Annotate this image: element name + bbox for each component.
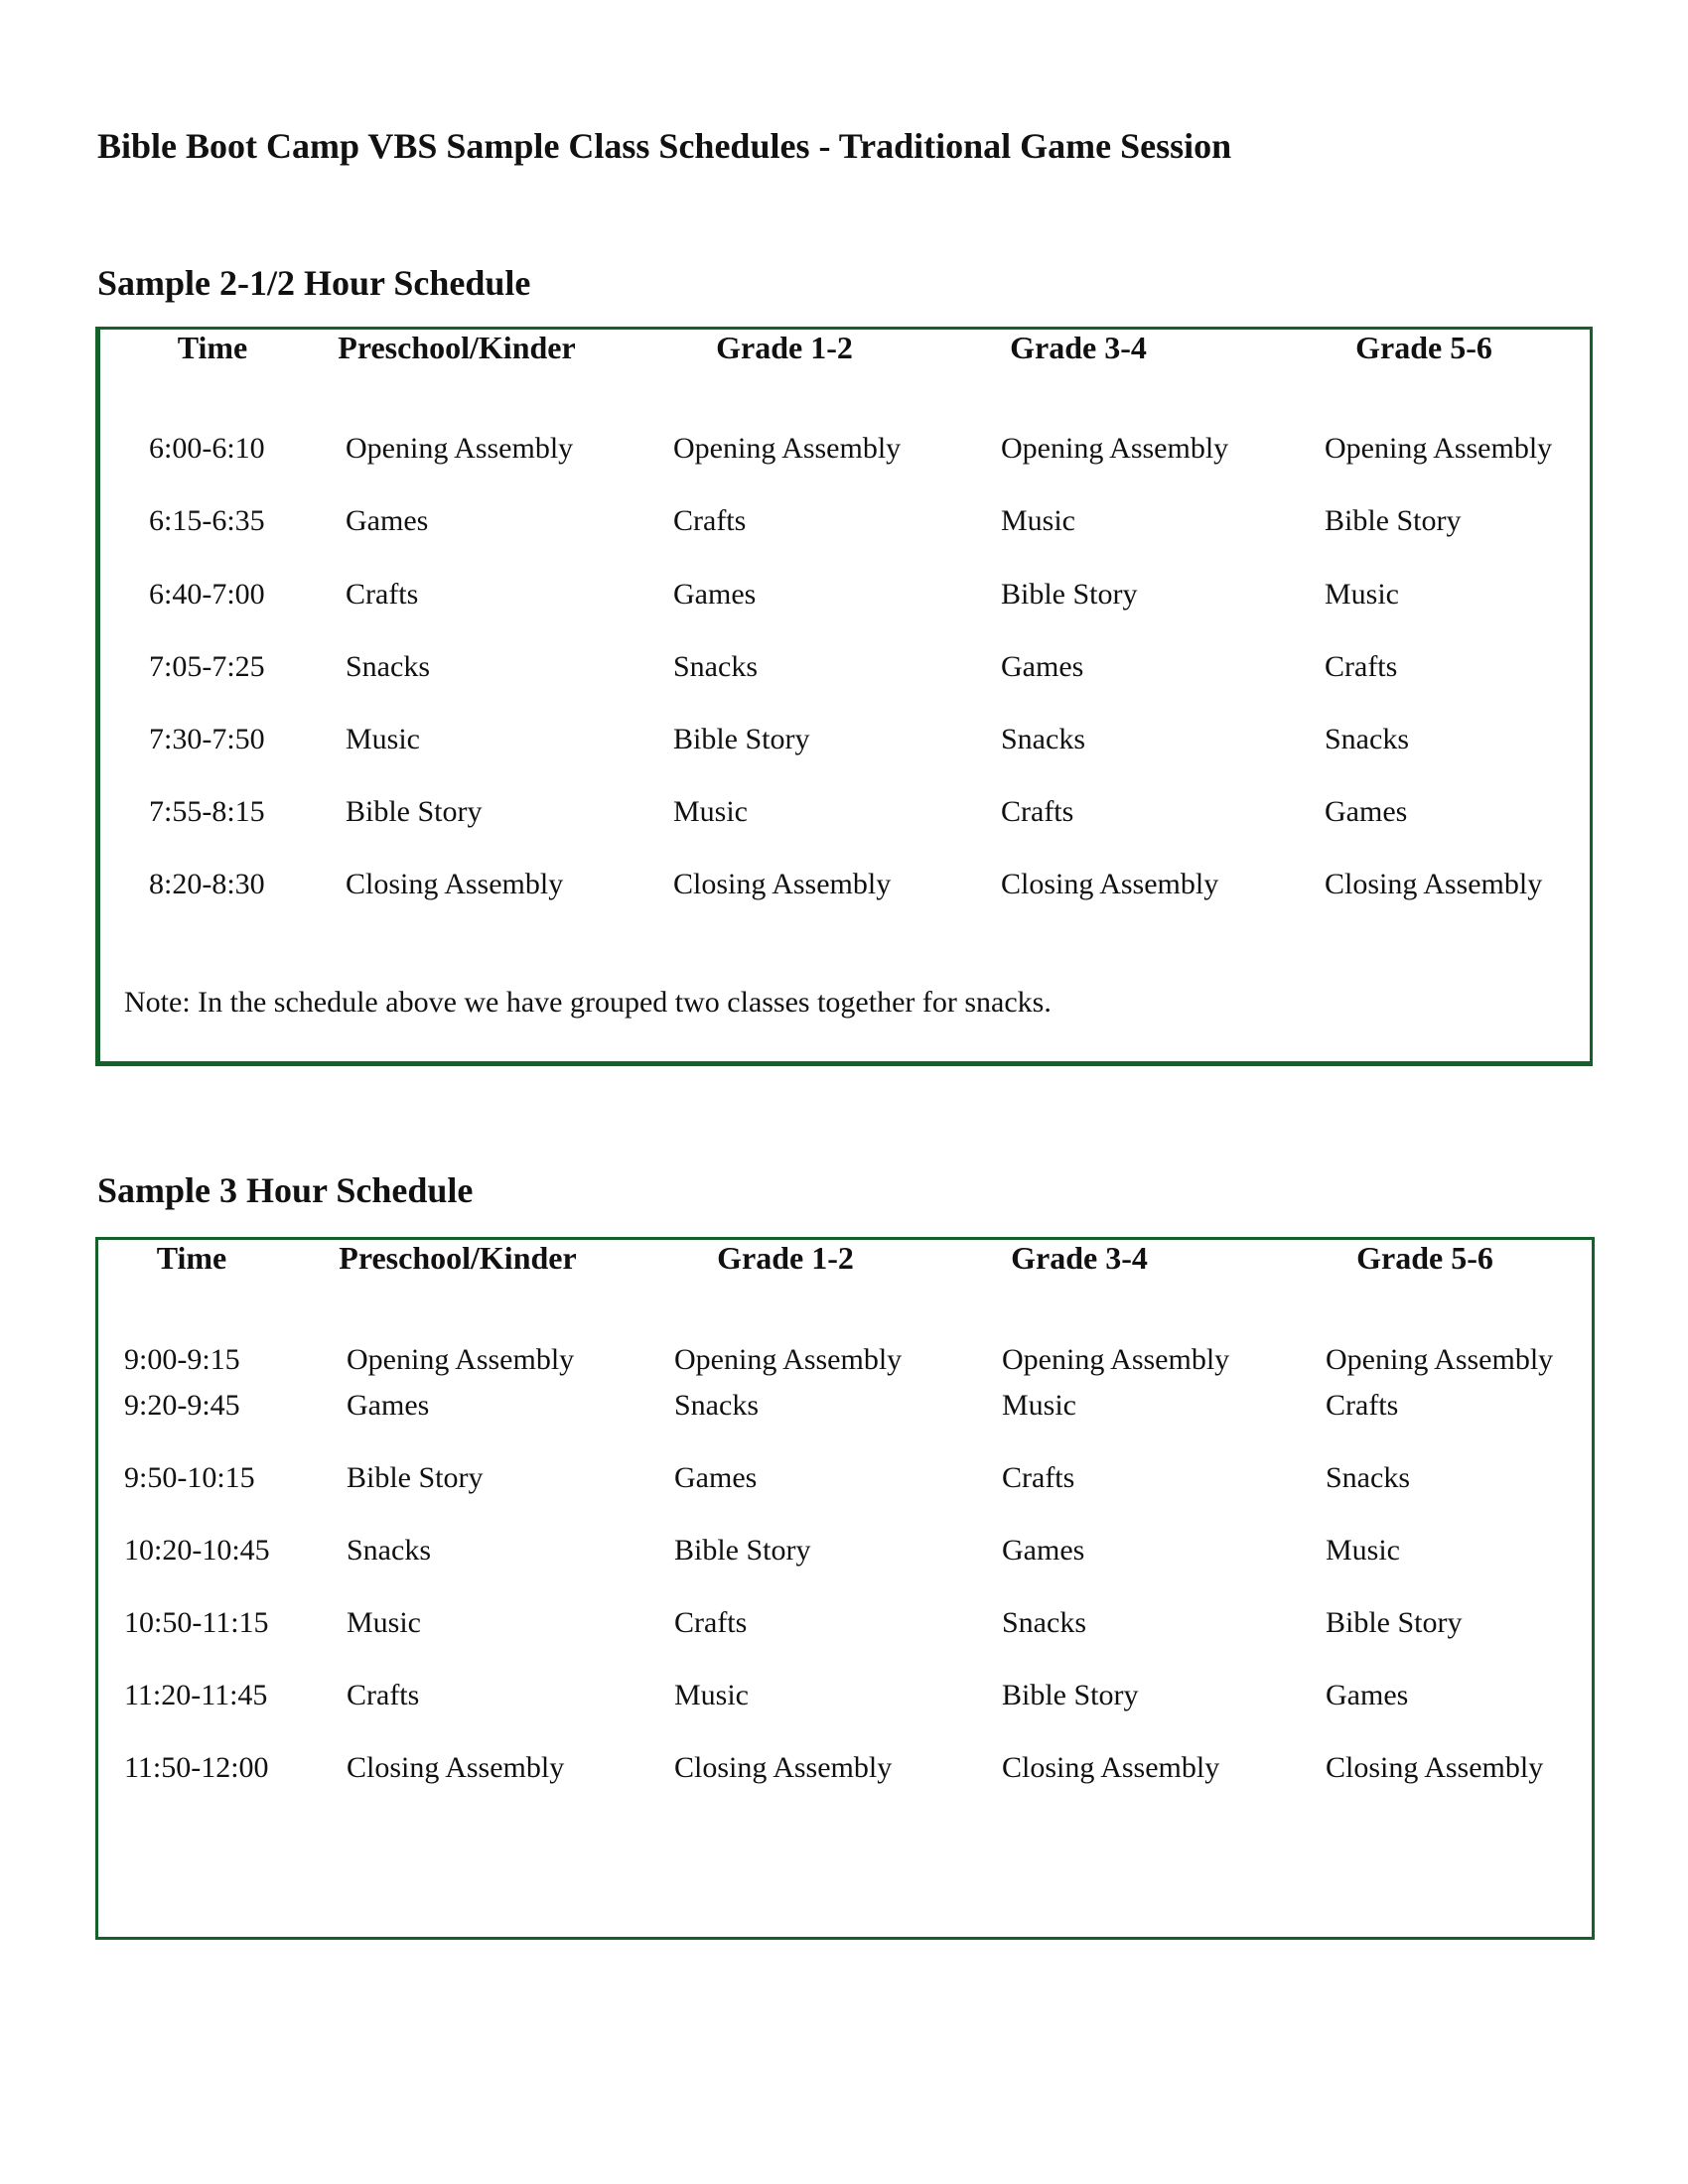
column-header-grade-1-2: Grade 1-2 [717,1240,854,1276]
schedule-2-activity-cell: Music [1002,1389,1076,1422]
schedule-1-activity-cell: Snacks [1325,723,1409,755]
schedule-2-table [95,1237,1595,1940]
column-header-preschool-kinder: Preschool/Kinder [339,1240,577,1276]
schedule-1-activity-cell: Closing Assembly [673,868,892,900]
schedule-2-activity-cell: Games [1326,1679,1409,1711]
schedule-1-activity-cell: Crafts [673,504,747,537]
schedule-1-note: Note: In the schedule above we have grouped two classes together for snacks. [124,986,1052,1019]
schedule-2-activity-cell: Bible Story [674,1534,811,1567]
schedule-1-activity-cell: Crafts [346,578,419,611]
schedule-1-activity-cell: Snacks [673,650,758,683]
schedule-2-activity-cell: Closing Assembly [1326,1751,1544,1784]
schedule-2-time-cell: 11:20-11:45 [124,1679,268,1711]
schedule-1-activity-cell: Opening Assembly [1325,432,1553,465]
schedule-1-time-cell: 6:15-6:35 [149,504,265,537]
schedule-2-activity-cell: Crafts [1002,1461,1075,1494]
schedule-1-title: Sample 2-1/2 Hour Schedule [97,263,531,303]
schedule-1-activity-cell: Music [346,723,420,755]
schedule-2-activity-cell: Games [1002,1534,1085,1567]
schedule-2-activity-cell: Music [674,1679,749,1711]
schedule-2-time-cell: 9:00-9:15 [124,1343,240,1376]
schedule-2-time-cell: 9:50-10:15 [124,1461,255,1494]
schedule-2-time-cell: 10:20-10:45 [124,1534,270,1567]
schedule-1-activity-cell: Snacks [1001,723,1085,755]
schedule-1-time-cell: 8:20-8:30 [149,868,265,900]
column-header-time: Time [156,1240,227,1276]
schedule-2-time-cell: 10:50-11:15 [124,1606,269,1639]
schedule-1-activity-cell: Music [1325,578,1399,611]
schedule-1-table [95,327,1593,1066]
schedule-1-activity-cell: Music [673,795,748,828]
schedule-1-time-cell: 6:00-6:10 [149,432,265,465]
schedule-1-activity-cell: Music [1001,504,1075,537]
schedule-1-activity-cell: Games [1325,795,1408,828]
schedule-2-activity-cell: Closing Assembly [674,1751,893,1784]
schedule-1-activity-cell: Closing Assembly [1325,868,1543,900]
schedule-1-activity-cell: Snacks [346,650,430,683]
schedule-1-activity-cell: Games [1001,650,1084,683]
schedule-1-time-cell: 6:40-7:00 [149,578,265,611]
schedule-2-activity-cell: Crafts [674,1606,748,1639]
column-header-grade-5-6: Grade 5-6 [1355,330,1492,365]
schedule-2-activity-cell: Bible Story [1326,1606,1463,1639]
document-title: Bible Boot Camp VBS Sample Class Schedules - Traditional Game Session [97,126,1232,166]
column-header-time: Time [177,330,248,365]
column-header-grade-1-2: Grade 1-2 [716,330,853,365]
schedule-2-activity-cell: Music [347,1606,421,1639]
schedule-2-activity-cell: Snacks [1326,1461,1410,1494]
schedule-2-activity-cell: Opening Assembly [347,1343,575,1376]
schedule-1-time-cell: 7:30-7:50 [149,723,265,755]
column-header-grade-3-4: Grade 3-4 [1011,1240,1148,1276]
schedule-1-activity-cell: Opening Assembly [346,432,574,465]
schedule-1-activity-cell: Games [346,504,429,537]
schedule-2-activity-cell: Closing Assembly [347,1751,565,1784]
schedule-2-title: Sample 3 Hour Schedule [97,1170,474,1210]
schedule-2-activity-cell: Snacks [1002,1606,1086,1639]
schedule-2-activity-cell: Closing Assembly [1002,1751,1220,1784]
schedule-2-activity-cell: Music [1326,1534,1400,1567]
schedule-2-activity-cell: Crafts [1326,1389,1399,1422]
schedule-1-activity-cell: Closing Assembly [346,868,564,900]
schedule-2-activity-cell: Snacks [347,1534,431,1567]
schedule-1-activity-cell: Closing Assembly [1001,868,1219,900]
schedule-2-activity-cell: Opening Assembly [1326,1343,1554,1376]
column-header-grade-3-4: Grade 3-4 [1010,330,1147,365]
schedule-1-activity-cell: Games [673,578,757,611]
schedule-1-activity-cell: Bible Story [346,795,483,828]
schedule-2-activity-cell: Snacks [674,1389,759,1422]
schedule-2-activity-cell: Games [674,1461,758,1494]
schedule-1-activity-cell: Bible Story [1325,504,1462,537]
schedule-1-activity-cell: Bible Story [1001,578,1138,611]
schedule-1-activity-cell: Opening Assembly [673,432,902,465]
schedule-2-activity-cell: Opening Assembly [1002,1343,1230,1376]
schedule-2-activity-cell: Bible Story [1002,1679,1139,1711]
schedule-1-activity-cell: Bible Story [673,723,810,755]
schedule-2-activity-cell: Opening Assembly [674,1343,903,1376]
schedule-2-time-cell: 9:20-9:45 [124,1389,240,1422]
schedule-1-activity-cell: Crafts [1001,795,1074,828]
schedule-2-activity-cell: Bible Story [347,1461,484,1494]
schedule-2-activity-cell: Games [347,1389,430,1422]
schedule-1-activity-cell: Crafts [1325,650,1398,683]
column-header-grade-5-6: Grade 5-6 [1356,1240,1493,1276]
schedule-2-time-cell: 11:50-12:00 [124,1751,269,1784]
schedule-1-time-cell: 7:55-8:15 [149,795,265,828]
schedule-1-time-cell: 7:05-7:25 [149,650,265,683]
column-header-preschool-kinder: Preschool/Kinder [338,330,576,365]
schedule-1-activity-cell: Opening Assembly [1001,432,1229,465]
schedule-2-activity-cell: Crafts [347,1679,420,1711]
